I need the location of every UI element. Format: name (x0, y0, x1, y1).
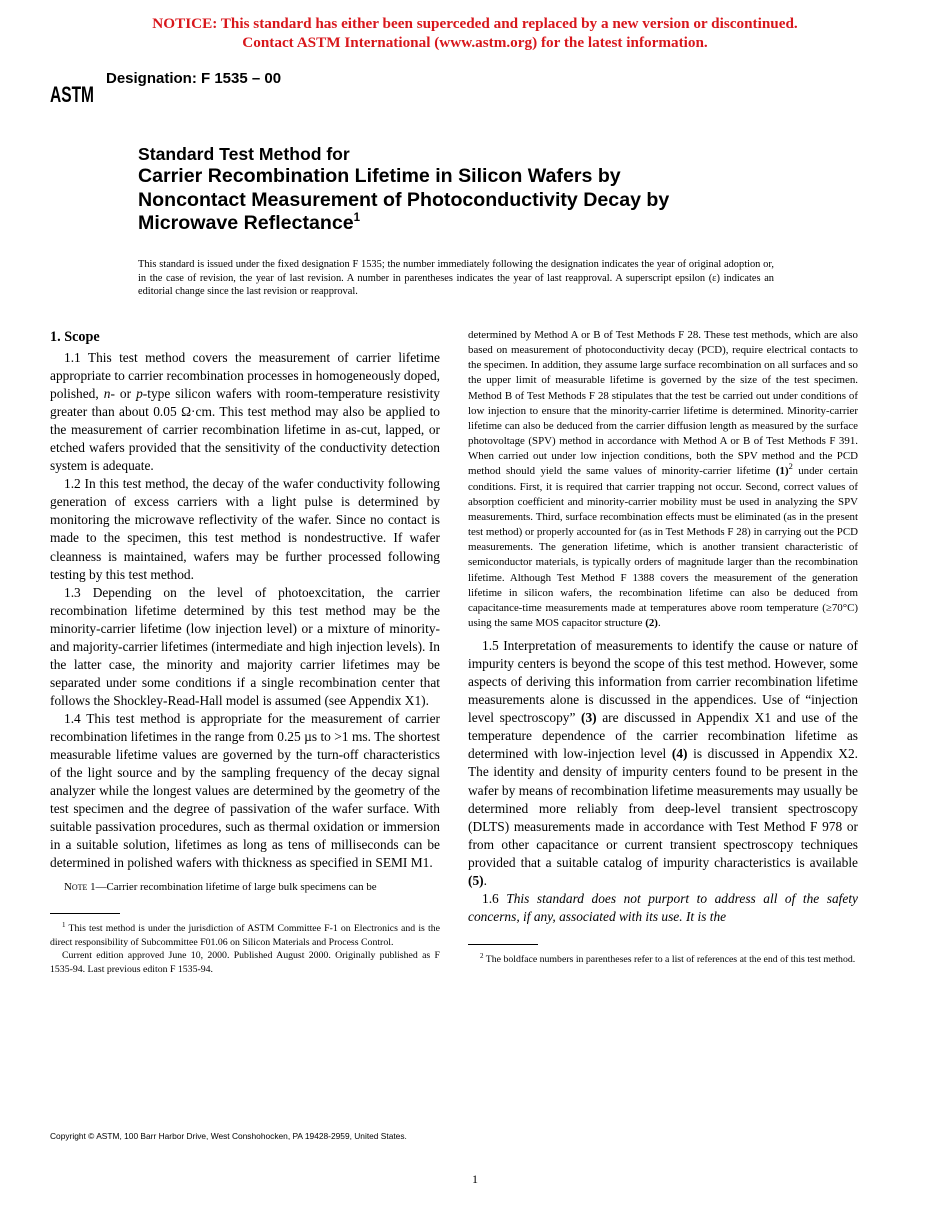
notice-line-2: Contact ASTM International (www.astm.org) for the latest information. (242, 34, 708, 51)
footnote-1: $^1$ This test method is under the jurisdiction of ASTM Committee F-1 on Electronics and is the direct responsibility of Subcommittee F01.06 on Silicon Materials and Process Control. (50, 921, 440, 948)
paragraph-1-3: 1.3 Depending on the level of photoexcitation, the carrier recombination lifetime determined by this test method may be the minority-carrier lifetime (low injection level) or a mixture of minority- and majority-carrier lifetimes (intermediate and high injection levels). In the latter case, the minority and majority carrier lifetimes may be separated under some conditions if a single recombination center that follows the Shockley-Read-Hall model is assumed (see Appendix X1). (50, 584, 440, 708)
right-column (468, 328, 858, 966)
paragraph-1-6: 1.6 This standard does not purport to address all of the safety concerns, if any, associated with its use. It is the (468, 890, 858, 924)
notice-line-1: NOTICE: This standard has either been superceded and replaced by a new version or discontinued. (152, 15, 798, 32)
footnote-2: $^2$ The boldface numbers in parentheses refer to a list of references at the end of this test method. (480, 951, 856, 965)
issuance-statement: This standard is issued under the fixed designation F 1535; the number immediately following the designation indicates the year of original adoption or, in the case of revision, the year of last revision. A number in parentheses indicates the year of last reapproval. A superscript epsilon (ε) indicates an editorial change since the last revision or reapproval. (138, 259, 774, 298)
title-line-1: Carrier Recombination Lifetime in Silicon Wafers by (138, 165, 621, 187)
footnote-divider-right (468, 944, 538, 945)
document-title (138, 144, 838, 236)
title-line-3: Microwave Reflectance$^1$ (138, 212, 361, 234)
paragraph-1-4: 1.4 This test method is appropriate for the measurement of carrier recombination lifetimes in the range from 0.25 µs to >1 ms. The shortest measurable lifetime values are governed by the turn-off characteristics of the light source and by the sampling frequency of the decay signal analyzer while the longest values are determined by the geometry of the test specimen and the degree of passivation of the wafer surface. With suitable passivation procedures, such as thermal oxidation or immersion in a suitable solution, lifetimes as long as tens of milliseconds can be determined in polished wafers with thickness as specified in SEMI M1. (50, 710, 440, 871)
title-footnote-mark: 1 (353, 212, 361, 224)
title-line-2: Noncontact Measurement of Photoconductivity Decay by (138, 188, 670, 211)
paragraph-1-2: 1.2 In this test method, the decay of the wafer conductivity following generation of excess carriers with a light pulse is determined by monitoring the microwave reflectivity of the wafer. Since no contact is made to the specimen, this test method is nondestructive. If wafer cleanness is maintained, wafers may be further processed following testing by this test method. (50, 476, 440, 582)
page-number: 1 (472, 1172, 478, 1186)
copyright: Copyright © ASTM, 100 Barr Harbor Drive, West Conshohocken, PA 19428-2959, United States. (50, 1131, 407, 1141)
designation: Designation: F 1535 – 00 (106, 70, 282, 87)
section-heading-scope: 1. Scope (50, 329, 100, 345)
paragraph-1-1: 1.1 This test method covers the measurement of carrier lifetime appropriate to carrier recombination processes in homogeneously doped, polished, n- or p-type silicon wafers with room-temperature resistivity greater than about 0.05 Ω·cm. This test method may also be applied to the measurement of carrier recombination lifetime in as-cut, lapped, or etched wafers provided that the sensitivity of the conductivity detection system is adequate. (50, 350, 441, 474)
logo-text: ASTM (50, 82, 94, 107)
footnote-1-edition: Current edition approved June 10, 2000. Published August 2000. Originally published as F 1535-94. Last previous editon F 1535-94. (50, 950, 440, 975)
astm-logo-icon (50, 68, 96, 108)
left-column (50, 328, 440, 976)
footnote-divider (50, 913, 120, 914)
title-lead: Standard Test Method for (138, 144, 350, 164)
note-1-continuation: determined by Method A or B of Test Methods F 28. These test methods, which are also based on measurement of photoconductivity decay (PCD), require electrical contacts to the specimen. In addition, they assume large surface recombination on all surfaces and so the upper limit of measurable lifetime is governed by the size of the test specimen. Method B of Test Methods F 28 stipulates that the test be carried out under conditions of low injection to ensure that the minority-carrier lifetime is determined. Minority-carrier lifetime can also be deduced from the carrier diffusion length as measured by the surface photovoltage (SPV) method in accordance with Method A or B of Test Methods F 391. When carried out under low injection conditions, both the SPV method and the PCD method should yield the same values of minority-carrier lifetime (1)$^2$ under certain conditions. First, it is required that carrier trapping not occur. Second, correct values of absorption coefficient and minority-carrier mobility must be used in analyzing the SPV measurements. Third, surface recombination effects must be eliminated (as in the present test method) or properly accounted for (as in Test Methods F 28) in carrying out the PCD measurements. The generation lifetime, which is another transient characteristic of semiconductor materials, is typically orders of magnitude larger than the recombination lifetime. Although Test Method F 1388 covers the measurement of the generation lifetime in silicon wafers, the recombination lifetime can also be deduced from capacitance-time measurements made at temperatures above room temperature (≥70°C) using the same MOS capacitor structure (2). (468, 329, 859, 629)
paragraph-1-5: 1.5 Interpretation of measurements to identify the cause or nature of impurity centers is beyond the scope of this test method. However, some aspects of deriving this information from carrier recombination lifetime measurements alone is discussed in the appendices. Use of “injection level spectroscopy” (3) are discussed in Appendix X1 and use of the temperature dependence of the carrier recombination lifetime as determined with low-injection level (4) is discussed in Appendix X2. The identity and density of impurity centers found to be present in the wafer by means of recombination lifetime measurements may usually be determined more reliably from deep-level transient spectroscopy (DLTS) measurements made in accordance with Test Method F 978 or from other capacitance or current transient spectroscopy techniques provided that a suitable catalog of impurity characteristics is available (5). (468, 638, 858, 888)
note-1: Note 1—Carrier recombination lifetime of large bulk specimens can be (64, 881, 377, 894)
notice-banner (0, 14, 950, 52)
